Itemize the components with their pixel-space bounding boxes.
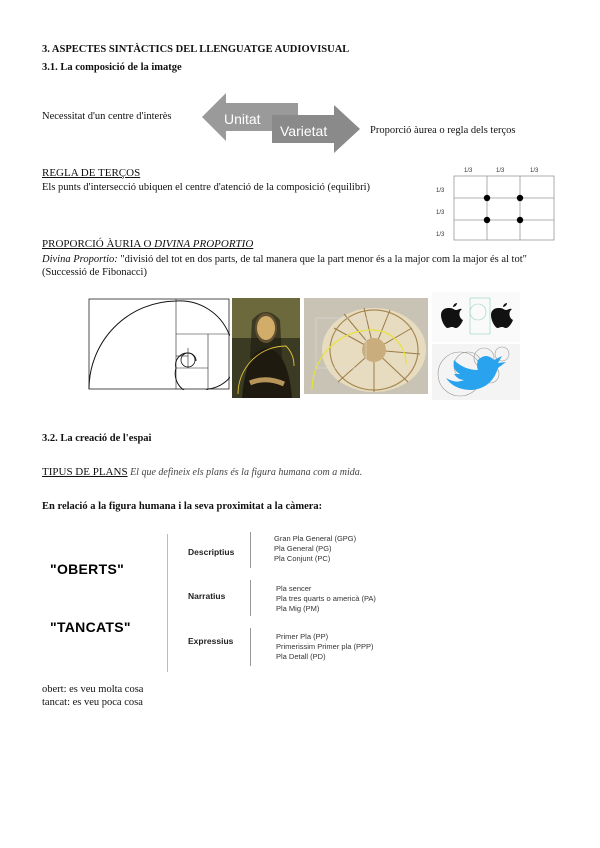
plan-item: Pla sencer bbox=[276, 584, 312, 593]
closed-plans-label: "TANCATS" bbox=[50, 619, 131, 635]
divider bbox=[250, 580, 251, 616]
centre-interest-text: Necessitat d'un centre d'interès bbox=[42, 111, 172, 122]
open-plans-label: "OBERTS" bbox=[50, 561, 125, 577]
golden-title bbox=[42, 238, 253, 251]
section-heading: 3. ASPECTES SINTÀCTICS DEL LLENGUATGE AUDIOVISUAL bbox=[42, 44, 350, 55]
group-descriptius: Descriptius bbox=[188, 547, 235, 557]
twitter-logo-image bbox=[432, 344, 520, 400]
arrow-left-label: Unitat bbox=[224, 111, 261, 127]
nautilus-shell-image bbox=[304, 298, 428, 394]
group-expressius: Expressius bbox=[188, 636, 234, 646]
subsection-heading-composition: 3.1. La composició de la imatge bbox=[42, 62, 182, 73]
row-label-2: 1/3 bbox=[436, 210, 445, 216]
plan-item: Pla General (PG) bbox=[274, 544, 332, 553]
mona-lisa-image bbox=[232, 298, 300, 398]
intersection-point bbox=[484, 195, 490, 201]
plans-relation-text: En relació a la figura humana i la seva proximitat a la càmera: bbox=[42, 501, 323, 512]
intersection-point bbox=[517, 195, 523, 201]
plan-item: Pla Mig (PM) bbox=[276, 604, 320, 613]
plan-item: Gran Pla General (GPG) bbox=[274, 534, 357, 543]
thirds-title: REGLA DE TERÇOS bbox=[42, 167, 141, 179]
divider bbox=[250, 628, 251, 666]
golden-ratio-text: Proporció àurea o regla dels terços bbox=[370, 125, 516, 136]
note-closed: tancat: es veu poca cosa bbox=[42, 697, 143, 708]
intersection-point bbox=[517, 217, 523, 223]
fibonacci-text: (Successió de Fibonacci) bbox=[42, 267, 147, 278]
plans-table bbox=[42, 528, 392, 674]
thirds-grid-diagram bbox=[432, 164, 558, 242]
plans-intro bbox=[42, 466, 362, 479]
divider bbox=[250, 532, 251, 568]
plan-item: Primer Pla (PP) bbox=[276, 632, 329, 641]
subsection-heading-space: 3.2. La creació de l'espai bbox=[42, 433, 152, 444]
col-label-1: 1/3 bbox=[464, 168, 473, 174]
col-label-2: 1/3 bbox=[496, 168, 505, 174]
plans-title: TIPUS DE PLANS bbox=[42, 466, 128, 478]
fibonacci-spiral-image bbox=[88, 298, 230, 390]
row-label-3: 1/3 bbox=[436, 232, 445, 238]
plan-item: Pla tres quarts o americà (PA) bbox=[276, 594, 376, 603]
col-label-3: 1/3 bbox=[530, 168, 539, 174]
row-label-1: 1/3 bbox=[436, 188, 445, 194]
divider bbox=[167, 534, 168, 672]
group-narratius: Narratius bbox=[188, 591, 226, 601]
plan-item: Pla Detall (PD) bbox=[276, 652, 326, 661]
thirds-description: Els punts d'intersecció ubiquen el centre d'atenció de la composició (equilibri) bbox=[42, 182, 371, 193]
note-open: obert: es veu molta cosa bbox=[42, 684, 144, 695]
unitat-varietat-arrows bbox=[202, 91, 364, 153]
golden-description bbox=[42, 253, 527, 266]
golden-title-italic: DIVINA PROPORTIO bbox=[154, 238, 254, 250]
arrow-right-label: Varietat bbox=[280, 123, 328, 139]
golden-title-plain: PROPORCIÓ ÀURIA O bbox=[42, 238, 155, 250]
golden-desc-label: Divina Proportio: bbox=[42, 254, 118, 265]
plans-subtitle: El que defineix els plans és la figura humana com a mida. bbox=[127, 467, 363, 478]
plan-item: Primerissim Primer pla (PPP) bbox=[276, 642, 374, 651]
apple-logo-image bbox=[432, 292, 520, 342]
intersection-point bbox=[484, 217, 490, 223]
plan-item: Pla Conjunt (PC) bbox=[274, 554, 331, 563]
golden-desc-quote: "divisió del tot en dos parts, de tal manera que la part menor és a la major com la major és al tot" bbox=[117, 254, 527, 265]
